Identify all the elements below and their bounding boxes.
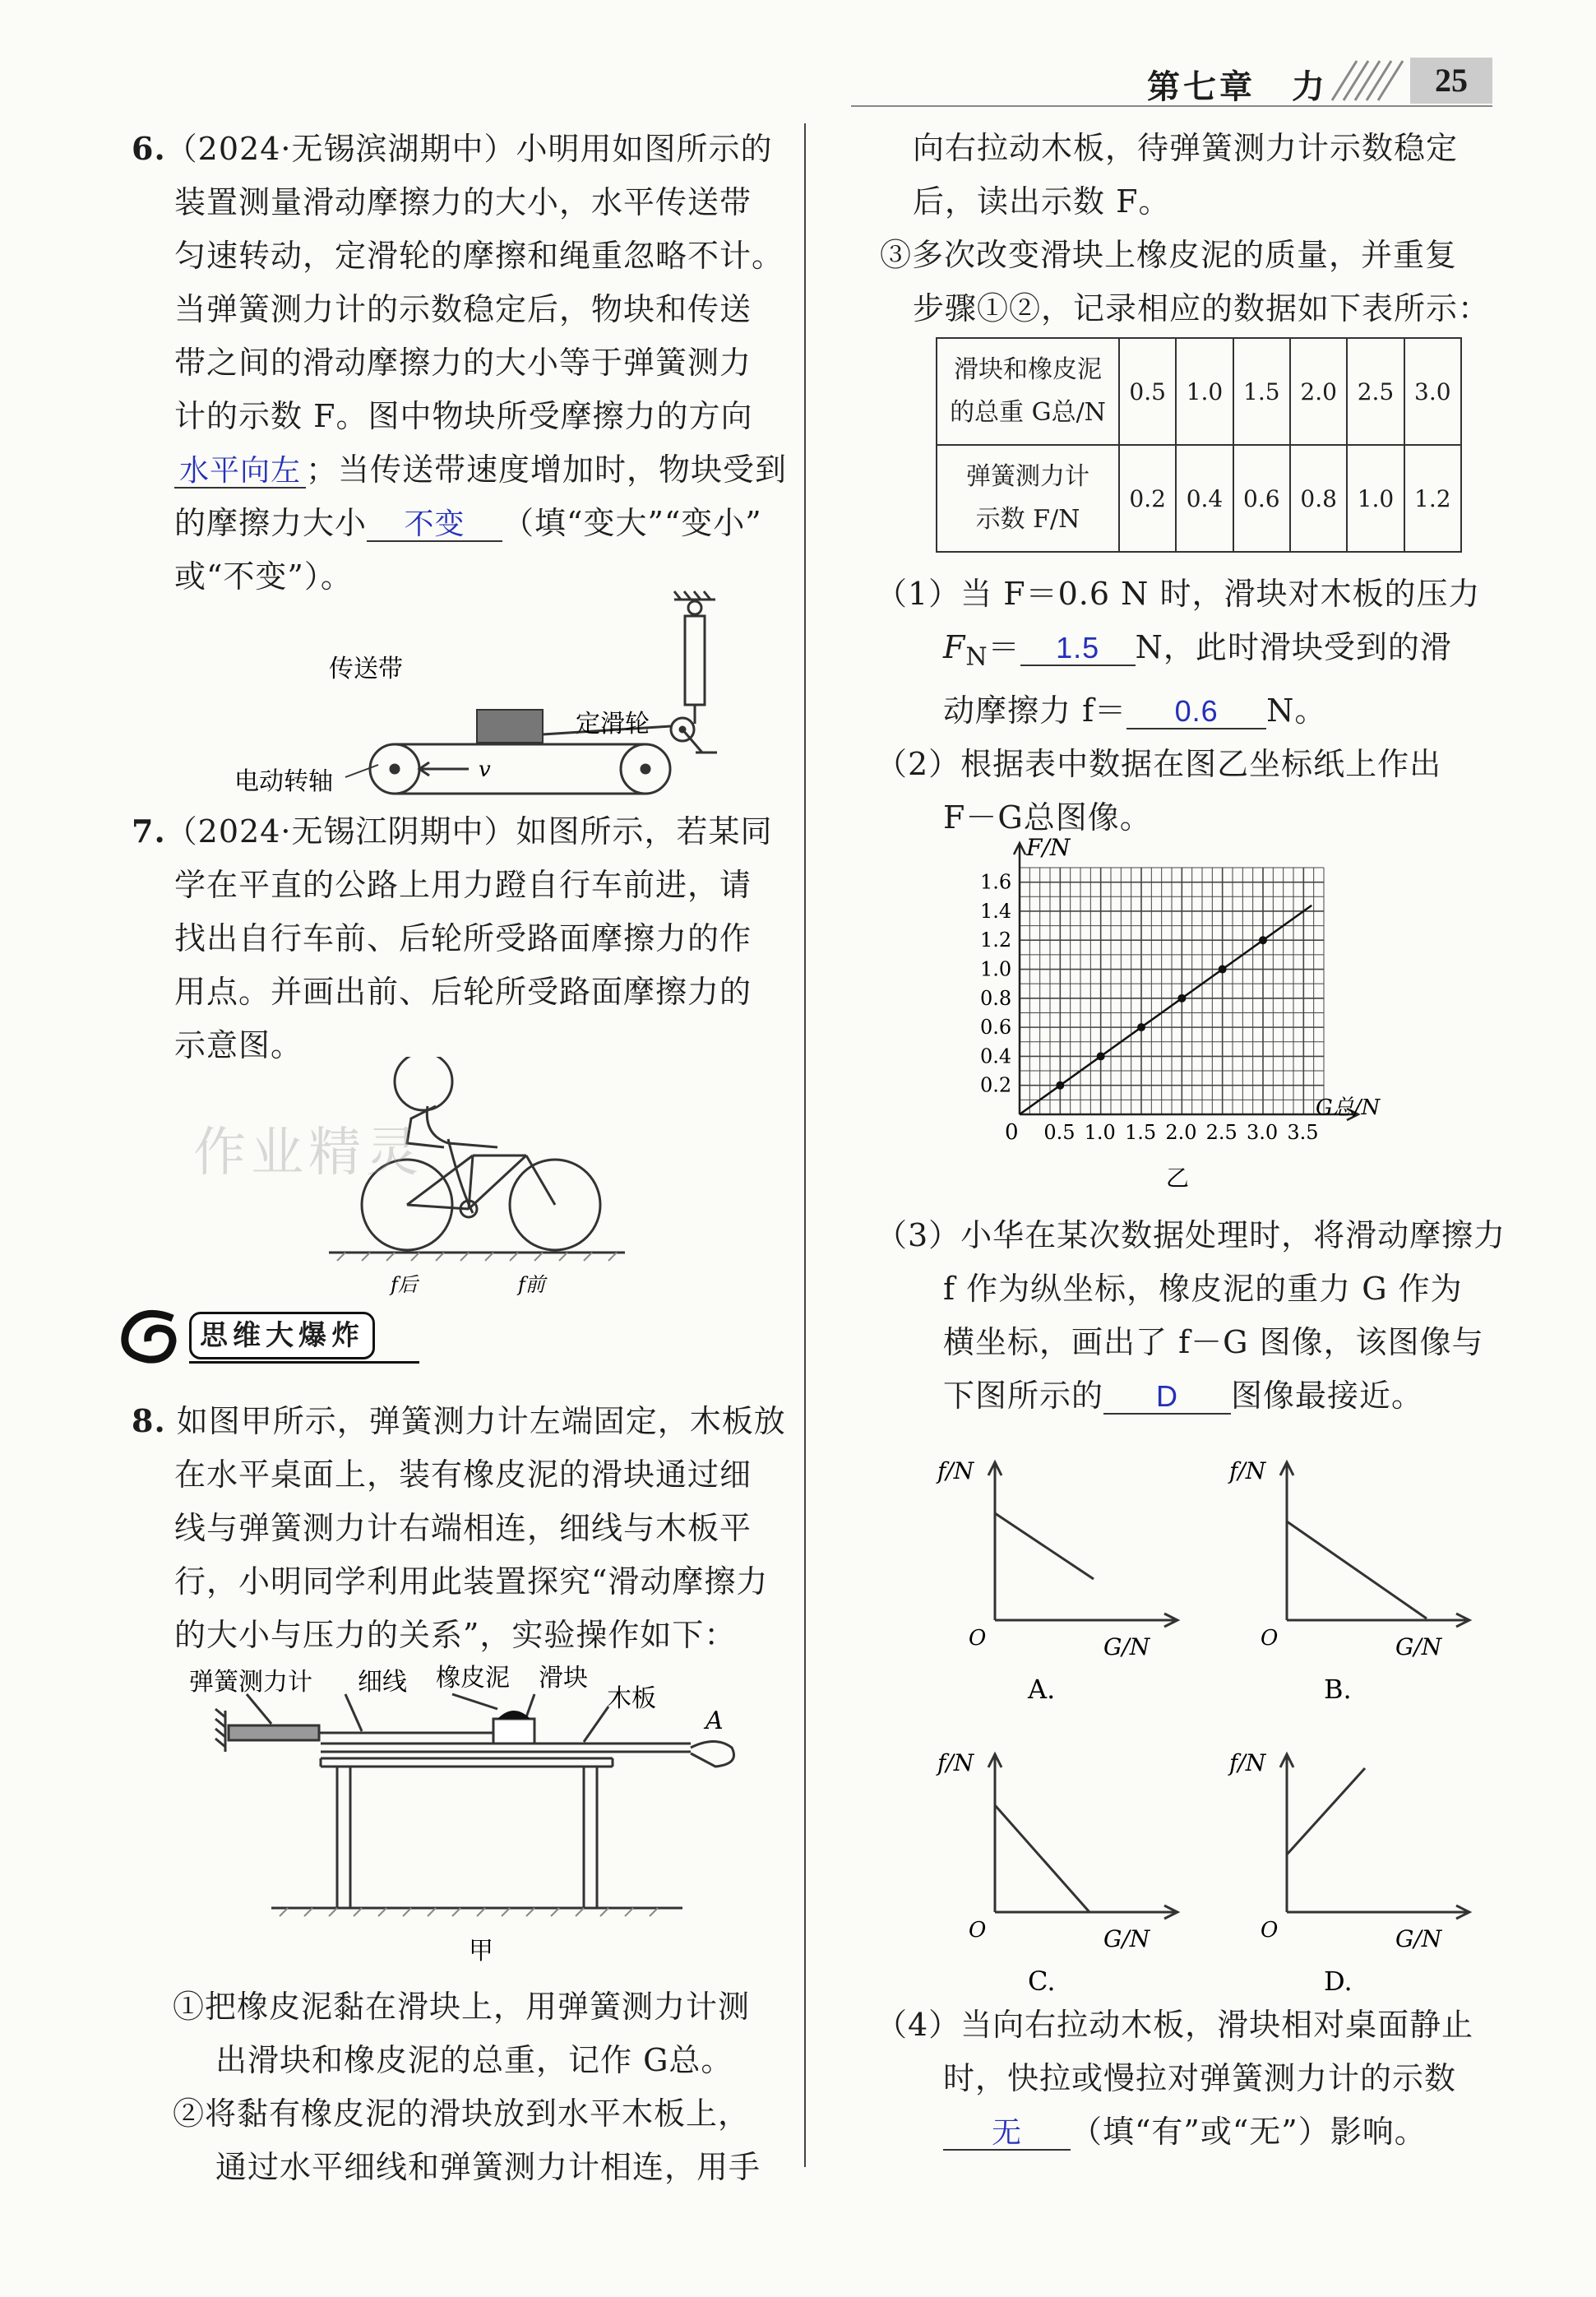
q7-source: （2024·无锡江阴期中） xyxy=(165,813,516,850)
q8-sub2-line: （2）根据表中数据在图乙坐标纸上作出 xyxy=(876,745,1442,782)
q8-step: 通过水平细线和弹簧测力计相连，用手 xyxy=(215,2149,761,2185)
q6-line: 装置测量滑动摩擦力的大小，水平传送带 xyxy=(174,184,752,220)
q8-sub4-answer[interactable]: 无 xyxy=(943,2116,1071,2151)
section-banner-underline xyxy=(189,1361,419,1364)
q8-sub4-line: 时，快拉或慢拉对弹簧测力计的示数 xyxy=(943,2060,1457,2096)
q8-steps-left xyxy=(173,1980,798,2194)
swirl-icon xyxy=(115,1304,189,1369)
chart-marks xyxy=(1020,905,1311,1114)
q7-line: 找出自行车前、后轮所受路面摩擦力的作 xyxy=(174,920,752,956)
q6-line: 或“不变”）。 xyxy=(174,558,353,595)
q8-line: 在水平桌面上，装有橡皮泥的滑块通过细 xyxy=(174,1456,752,1493)
q8-option-c[interactable] xyxy=(929,1731,1192,2003)
q8-line: 如图甲所示，弹簧测力计左端固定，木板放 xyxy=(176,1403,786,1439)
q6-label-belt: 传送带 xyxy=(329,655,403,683)
chart-y-tick-label: 0.6 xyxy=(980,1016,1012,1040)
q8-step: 出滑块和橡皮泥的总重，记作 G总。 xyxy=(215,2042,733,2078)
q8-sub2-line: F－G总图像。 xyxy=(943,799,1152,836)
question-6 xyxy=(132,122,793,604)
q6-conveyor-figure xyxy=(230,588,740,810)
chart-x-tick-label: 2.5 xyxy=(1205,1121,1237,1144)
table-cell: 0.5 xyxy=(1119,338,1176,445)
table-cell: 1.0 xyxy=(1176,338,1233,445)
q6-line: 当弹簧测力计的示数稳定后，物块和传送 xyxy=(174,291,752,327)
q6-answer-1[interactable]: 水平向左 xyxy=(174,454,306,489)
q6-source: （2024·无锡滨湖期中） xyxy=(165,131,516,167)
svg-text:f/N: f/N xyxy=(937,1457,974,1484)
q8-label-thread: 细线 xyxy=(358,1668,407,1697)
q8-label-meter: 弹簧测力计 xyxy=(189,1668,312,1697)
chart-y-tick-label: 1.6 xyxy=(980,870,1012,894)
chart-x-tick-label: 1.5 xyxy=(1125,1121,1157,1144)
table-cell: 1.2 xyxy=(1404,445,1461,552)
chart-x-tick-label: 3.5 xyxy=(1287,1121,1319,1144)
q8-sub3-line: （3）小华在某次数据处理时，将滑动摩擦力 xyxy=(876,1217,1506,1253)
q8-step: ①把橡皮泥黏在滑块上，用弹簧测力计测 xyxy=(173,1989,751,2025)
svg-text:O: O xyxy=(969,1626,987,1651)
q7-line: 用点。并画出前、后轮所受路面摩擦力的 xyxy=(174,974,752,1010)
q8-label-board: 木板 xyxy=(607,1684,656,1713)
table-cell: 0.6 xyxy=(1233,445,1290,552)
option-label: C. xyxy=(1028,1966,1056,1997)
q6-answer-2[interactable]: 不变 xyxy=(367,507,502,542)
q6-label-pulley: 定滑轮 xyxy=(576,710,650,739)
chart-origin-label: 0 xyxy=(1005,1120,1019,1145)
q8-sub-4: （4）当向右拉动木板，滑块相对桌面静止 时，快拉或慢拉对弹簧测力计的示数 无 （填“有”或“无”）影响。 xyxy=(876,1998,1517,2159)
chart-y-tick-label: 0.4 xyxy=(980,1044,1012,1068)
table-cell: 2.0 xyxy=(1290,338,1347,445)
q8-step: 后，读出示数 F。 xyxy=(913,183,1171,220)
table-cell: 0.8 xyxy=(1290,445,1347,552)
chart-grid xyxy=(1020,868,1324,1114)
svg-text:G/N: G/N xyxy=(1395,1633,1442,1660)
chart-data-point xyxy=(1056,1081,1064,1090)
q7-number: 7. xyxy=(132,813,166,850)
section-banner-text: 思维大爆炸 xyxy=(189,1312,375,1359)
table-cell: 1.0 xyxy=(1347,445,1404,552)
q8-step: 步骤①②，记录相应的数据如下表所示： xyxy=(913,290,1491,326)
page-number: 25 xyxy=(1410,58,1492,104)
q8-step: ②将黏有橡皮泥的滑块放到水平木板上， xyxy=(173,2096,751,2132)
q7-label-front: f前 xyxy=(518,1273,545,1296)
q8-line: 线与弹簧测力计右端相连，细线与木板平 xyxy=(174,1510,752,1546)
chart-data-point xyxy=(1097,1052,1105,1060)
q8-option-a[interactable] xyxy=(929,1439,1192,1711)
svg-text:O: O xyxy=(1261,1918,1279,1943)
q8-clay-shape xyxy=(497,1711,530,1719)
chart-data-point xyxy=(1137,1023,1145,1031)
watermark: 作业精灵 xyxy=(193,1123,423,1183)
chart-title: 乙 xyxy=(1166,1165,1190,1192)
q8-caption-jia: 甲 xyxy=(469,1937,493,1966)
q8-label-a: A xyxy=(705,1707,724,1735)
q8-sub-3: （3）小华在某次数据处理时，将滑动摩擦力 f 作为纵坐标，橡皮泥的重力 G 作为 横坐标，画出了 f－G 图像，该图像与 下图所示的 D 图像最接近。 xyxy=(876,1209,1517,1423)
q8-step: 向右拉动木板，待弹簧测力计示数稳定 xyxy=(913,130,1459,166)
q8-option-b[interactable] xyxy=(1221,1439,1484,1711)
svg-text:G/N: G/N xyxy=(1103,1633,1150,1660)
option-label: A. xyxy=(1028,1674,1056,1705)
section-banner xyxy=(115,1304,419,1369)
chart-x-tick-label: 0.5 xyxy=(1043,1121,1076,1144)
table-row xyxy=(937,445,1461,552)
q8-option-d[interactable] xyxy=(1221,1731,1484,2003)
chart-data-point xyxy=(1177,994,1186,1003)
q7-line: 学在平直的公路上用力蹬自行车前进，请 xyxy=(174,867,752,903)
q8-sub1-answer-1[interactable]: 1.5 xyxy=(1020,632,1136,666)
q7-label-rear: f后 xyxy=(391,1273,418,1296)
svg-text:G/N: G/N xyxy=(1103,1925,1150,1952)
svg-text:f/N: f/N xyxy=(937,1749,974,1776)
chart-x-tick-label: 1.0 xyxy=(1084,1121,1116,1144)
header-rule xyxy=(851,105,1492,107)
q8-line: 行，小明同学利用此装置探究“滑动摩擦力 xyxy=(174,1563,769,1600)
chart-axes xyxy=(1014,843,1358,1120)
q8-data-table xyxy=(936,337,1462,553)
q8-sub4-line: （4）当向右拉动木板，滑块相对桌面静止 xyxy=(876,2007,1474,2043)
q8-sub3-line: f 作为纵坐标，橡皮泥的重力 G 作为 xyxy=(943,1271,1463,1307)
q6-label-axle: 电动转轴 xyxy=(234,767,333,796)
table-row-header: 弹簧测力计 示数 F/N xyxy=(937,445,1119,552)
chart-data-point xyxy=(1219,966,1227,974)
q8-sub3-answer[interactable]: D xyxy=(1103,1380,1231,1415)
svg-text:f/N: f/N xyxy=(1229,1457,1266,1484)
chart-y-tick-label: 0.8 xyxy=(980,986,1012,1010)
q8-apparatus-figure xyxy=(189,1661,781,1974)
chart-y-tick-label: 0.2 xyxy=(980,1073,1012,1097)
chart-x-tick-label: 2.0 xyxy=(1165,1121,1197,1144)
svg-text:f/N: f/N xyxy=(1229,1749,1266,1776)
table-row-header: 滑块和橡皮泥 的总重 G总/N xyxy=(937,338,1119,445)
q6-line: 匀速转动，定滑轮的摩擦和绳重忽略不计。 xyxy=(174,238,784,274)
q6-number: 6. xyxy=(132,130,166,167)
page-header xyxy=(851,58,1492,107)
q6-line: 小明用如图所示的 xyxy=(516,131,773,167)
q6-text: （填“变大”“变小” xyxy=(502,505,762,541)
svg-text:O: O xyxy=(1261,1626,1279,1651)
option-label: D. xyxy=(1324,1966,1353,1997)
table-cell: 1.5 xyxy=(1233,338,1290,445)
svg-text:G/N: G/N xyxy=(1395,1925,1442,1952)
q6-text: ；当传送带速度增加时，物块受到 xyxy=(306,452,788,488)
chart-y-tick-label: 1.0 xyxy=(980,957,1012,981)
q8-sub-1-2: （1）当 F＝0.6 N 时，滑块对木板的压力 $F_N= 1.5$ N，此时滑块受到的滑 动摩擦力 f＝ 0.6 N。 （2）根据表中数据在图乙坐标纸上作出 F－G总图像。 xyxy=(876,567,1517,845)
q8-sub1-line: （1）当 F＝0.6 N 时，滑块对木板的压力 xyxy=(876,576,1481,612)
q6-line: 计的示数 F。图中物块所受摩擦力的方向 xyxy=(174,398,753,434)
table-cell: 3.0 xyxy=(1404,338,1461,445)
q8-line: 的大小与压力的关系”，实验操作如下： xyxy=(174,1617,737,1653)
q6-text: 的摩擦力大小 xyxy=(174,505,368,541)
table-cell: 0.2 xyxy=(1119,445,1176,552)
table-row xyxy=(937,338,1461,445)
question-7 xyxy=(132,804,793,1072)
option-label: B. xyxy=(1324,1674,1352,1705)
table-cell: 2.5 xyxy=(1347,338,1404,445)
chart-y-axis-label: F/N xyxy=(1026,834,1071,861)
table-cell: 0.4 xyxy=(1176,445,1233,552)
chart-data-point xyxy=(1259,936,1267,944)
q8-step: ③多次改变滑块上橡皮泥的质量，并重复 xyxy=(880,237,1458,273)
column-divider xyxy=(804,123,806,2167)
q8-label-block: 滑块 xyxy=(539,1664,588,1693)
q8-chart-yi xyxy=(962,831,1406,1192)
q8-number: 8. xyxy=(132,1402,166,1439)
q8-sub3-line: 横坐标，画出了 f－G 图像，该图像与 xyxy=(943,1324,1484,1360)
svg-text:O: O xyxy=(969,1918,987,1943)
q8-label-clay: 橡皮泥 xyxy=(436,1664,510,1693)
q6-line: 带之间的滑动摩擦力的大小等于弹簧测力 xyxy=(174,345,752,381)
q7-line: 如图所示，若某同 xyxy=(516,813,773,850)
q8-sub1-answer-2[interactable]: 0.6 xyxy=(1126,695,1266,729)
q6-block xyxy=(477,710,543,743)
chart-x-tick-label: 3.0 xyxy=(1247,1121,1279,1144)
chart-y-tick-label: 1.2 xyxy=(980,929,1012,952)
chapter-title: 第七章 力 xyxy=(1147,67,1328,106)
q8-steps-right xyxy=(880,122,1505,336)
q7-line: 示意图。 xyxy=(174,1027,303,1063)
q6-label-v: v xyxy=(479,757,491,782)
chart-x-axis-label: G总/N xyxy=(1316,1095,1381,1120)
chart-y-tick-label: 1.4 xyxy=(980,899,1012,923)
question-8-intro xyxy=(132,1394,793,1662)
